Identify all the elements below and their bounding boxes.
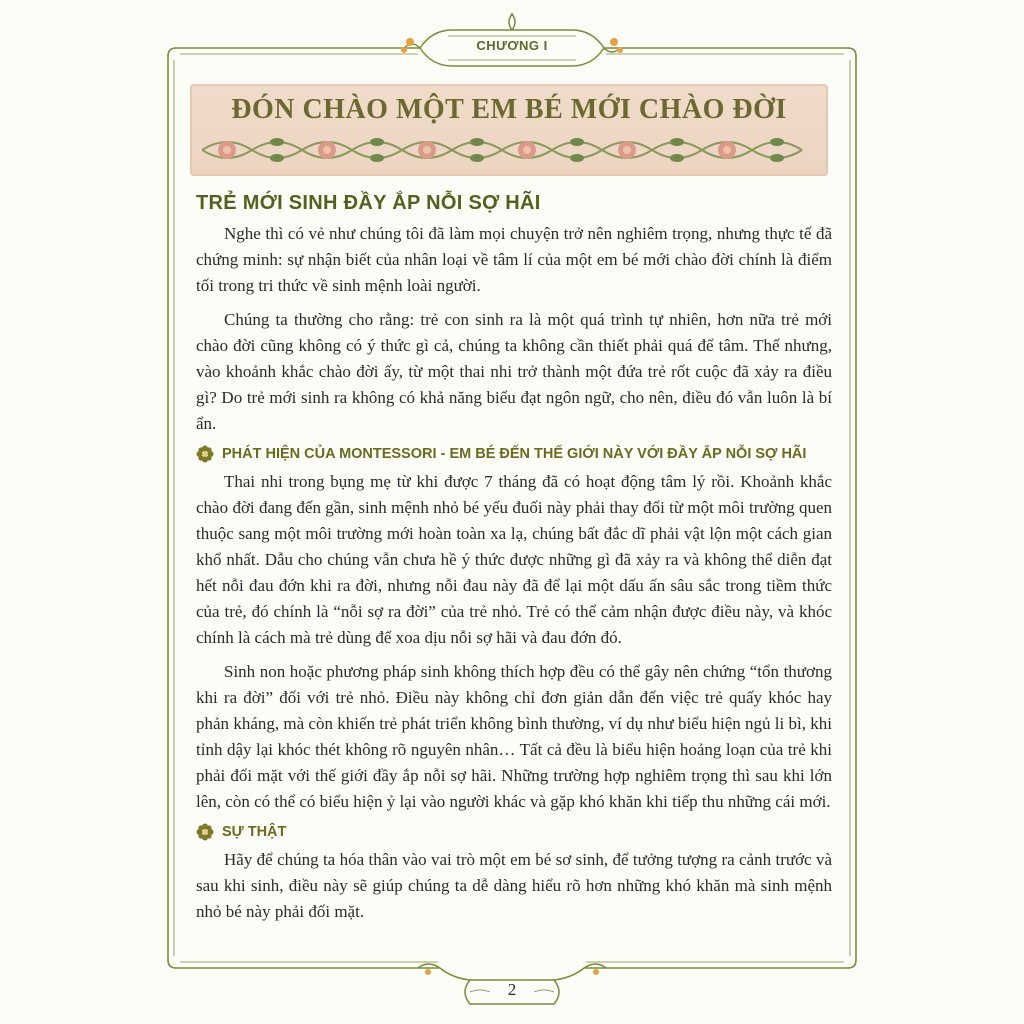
paragraph: Sinh non hoặc phương pháp sinh không thích hợp đều có thể gây nên chứng “tổn thương khi ra đời” đối với trẻ nhỏ. Điều này không chỉ đơn giản dẫn đến việc trẻ quấy khóc hay phản kháng, mà còn khiến trẻ phát triển không bình thường, ví dụ như biểu hiện ngủ li bì, khi tỉnh dậy lại khóc thét không rõ nguyên nhân… Tất cả đều là biểu hiện hoảng loạn của trẻ khi phải đối mặt với thế giới đầy ắp nỗi sợ hãi. Những trường hợp nghiêm trọng thì sau khi lớn lên, còn có thể có biểu hiện ỷ lại vào người khác và gặp khó khăn khi tiếp thu những cái mới. [196, 662, 832, 811]
section-heading: TRẺ MỚI SINH ĐẦY ẮP NỖI SỢ HÃI [196, 192, 541, 214]
page-number: 2 [507, 980, 517, 999]
floral-ornament-icon [202, 130, 816, 170]
subsection-heading-truth [196, 823, 832, 841]
flower-icon [196, 823, 214, 841]
page-content [196, 188, 832, 933]
paragraph: Thai nhi trong bụng mẹ từ khi được 7 tháng đã có hoạt động tâm lý rồi. Khoảnh khắc chào đời đang đến gần, sinh mệnh nhỏ bé yếu đuối này phải thay đổi từ một môi trường quen thuộc sang một môi trường mới hoàn toàn xa lạ, chúng bất đắc dĩ phải vật lộn một cách gian khổ nhất. Dẫu cho chúng vẫn chưa hề ý thức được những gì đã xảy ra và không thể diễn đạt hết nỗi đau đớn khi ra đời, nhưng nỗi đau này đã để lại một dấu ấn sâu sắc trong tiềm thức của trẻ, đó chính là “nỗi sợ ra đời” của trẻ nhỏ. Trẻ có thể cảm nhận được điều này, và khóc chính là cách mà trẻ dùng để xoa dịu nỗi sợ hãi và đau đớn đó. [196, 472, 832, 647]
paragraph: Nghe thì có vẻ như chúng tôi đã làm mọi chuyện trở nên nghiêm trọng, nhưng thực tế đã chứng minh: sự nhận biết của nhân loại về tâm lí của một em bé mới chào đời chính là điểm tối trong tri thức về sinh mệnh loài người. [196, 224, 832, 295]
paragraph: Hãy để chúng ta hóa thân vào vai trò một em bé sơ sinh, để tưởng tượng ra cảnh trước và sau khi sinh, điều này sẽ giúp chúng ta dễ dàng hiểu rõ hơn những khó khăn mà sinh mệnh nhỏ bé này phải đối mặt. [196, 850, 832, 921]
subsection-title: SỰ THẬT [222, 824, 287, 840]
chapter-label: CHƯƠNG I [476, 38, 548, 53]
subsection-title: PHÁT HIỆN CỦA MONTESSORI - EM BÉ ĐẾN THẾ GIỚI NÀY VỚI ĐẦY ẮP NỖI SỢ HÃI [222, 446, 807, 462]
paragraph: Chúng ta thường cho rằng: trẻ con sinh ra là một quá trình tự nhiên, hơn nữa trẻ mới chào đời cũng không có ý thức gì cả, chúng ta không cần thiết phải quá để tâm. Thế nhưng, vào khoảnh khắc chào đời ấy, từ một thai nhi trở thành một đứa trẻ rốt cuộc đã xảy ra điều gì? Do trẻ mới sinh ra không có khả năng biểu đạt ngôn ngữ, cho nên, điều đó vẫn luôn là bí ẩn. [196, 310, 832, 433]
flower-icon [196, 445, 214, 463]
chapter-title: ĐÓN CHÀO MỘT EM BÉ MỚI CHÀO ĐỜI [231, 94, 787, 125]
chapter-banner [190, 84, 828, 176]
subsection-heading-montessori [196, 445, 832, 463]
